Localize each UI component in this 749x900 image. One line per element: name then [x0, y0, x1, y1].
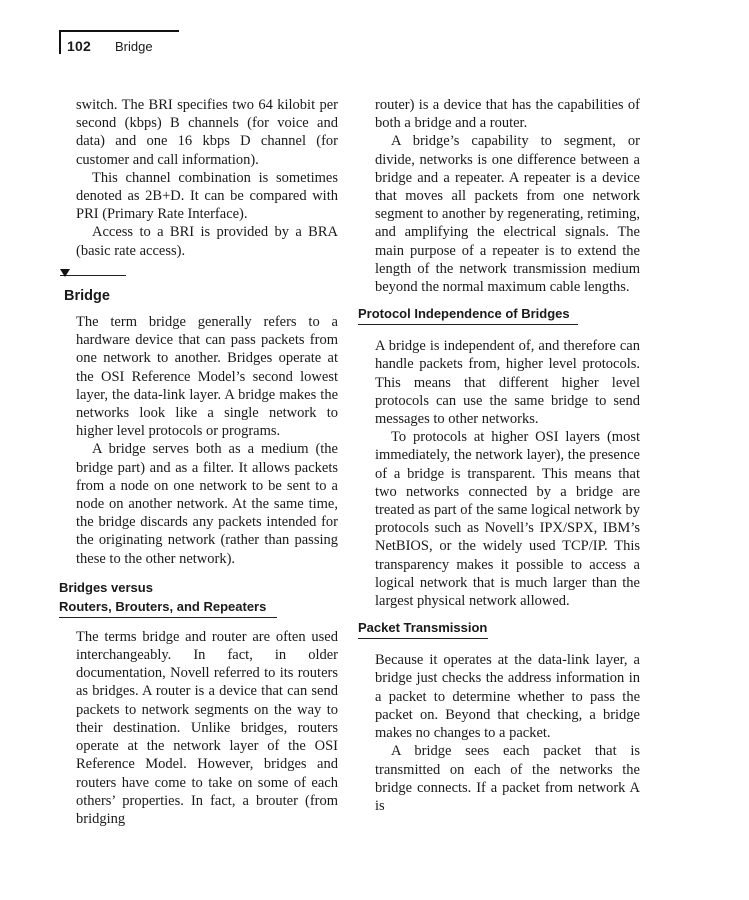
section-heading [60, 275, 338, 305]
paragraph: A bridge sees each packet that is transmitted on each of the networks the bridge connects. If a packet from network A is [375, 743, 640, 814]
paragraph: To protocols at higher OSI layers (most immediately, the network layer), the presence of a bridge is transparent. This means that two networks connected by a bridge are treated as part of the same logical network by protocols such as Novell’s IPX/SPX, IBM’s NetBIOS, or the widely used TCP/IP. This transparency makes it possible to access a logical network that is much larger than the largest physical network allowed. [375, 429, 640, 610]
right-column [358, 96, 640, 815]
section-title: Bridge [64, 287, 110, 304]
page-header [59, 30, 179, 54]
paragraph: The terms bridge and router are often used interchangeably. In fact, in older documentation, Novell referred to its routers as bridges. A router is a device that can send packets to network segments on the way to their destination. Unlike bridges, routers operate at the network layer of the OSI Reference Model. However, bridges and routers have come to take on some of each others’ properties. In fact, a brouter (from bridging [76, 628, 338, 827]
paragraph: router) is a device that has the capabilities of both a bridge and a router. [375, 97, 640, 132]
left-column [59, 96, 338, 828]
paragraph: This channel combination is sometimes denoted as 2B+D. It can be compared with PRI (Primary Rate Interface). [76, 169, 338, 223]
page-number: 102 [67, 38, 91, 54]
paragraph: switch. The BRI specifies two 64 kilobit per second (kbps) B channels (for voice and data) and one 16 kbps D channel (for customer and call information). [76, 97, 338, 168]
paragraph: A bridge’s capability to segment, or divide, networks is one difference between a bridge and a repeater. A repeater is a device that moves all packets from one network segment to another by regenerating, retiming, and amplifying the electrical signals. The main purpose of a repeater is to extend the length of the network transmission medium beyond the normal maximum cable lengths. [375, 133, 640, 296]
subsection-heading: Packet Transmission [358, 618, 488, 639]
triangle-marker-icon [60, 269, 70, 277]
paragraph: A bridge is independent of, and therefore can handle packets from, higher level protocols. This means that different higher level protocols can use the same bridge to send messages to other networks. [375, 338, 640, 428]
running-head: Bridge [115, 39, 153, 54]
paragraph: Access to a BRI is provided by a BRA (basic rate access). [76, 224, 338, 259]
subsection-heading-line: Bridges versus [59, 579, 153, 595]
paragraph: The term bridge generally refers to a hardware device that can pass packets from one network to another. Bridges operate at the OSI Reference Model’s second lowest layer, the data-link layer. A bridge makes the networks look like a single network to higher level protocols or programs. [76, 314, 338, 440]
subsection-heading: Protocol Independence of Bridges [358, 304, 578, 325]
subsection-heading-line: Routers, Brouters, and Repeaters [59, 598, 267, 614]
paragraph: Because it operates at the data-link layer, a bridge just checks the address information in a packet to determine whether to pass the packet on. Beyond that checking, a bridge makes no changes to a packet. [375, 652, 640, 742]
paragraph: A bridge serves both as a medium (the bridge part) and as a filter. It allows packets from a node on one network to be sent to a node on another network. At the same time, the bridge discards any packets intended for the originating network (rather than passing these to the other network). [76, 441, 338, 567]
subsection-heading [59, 578, 277, 618]
